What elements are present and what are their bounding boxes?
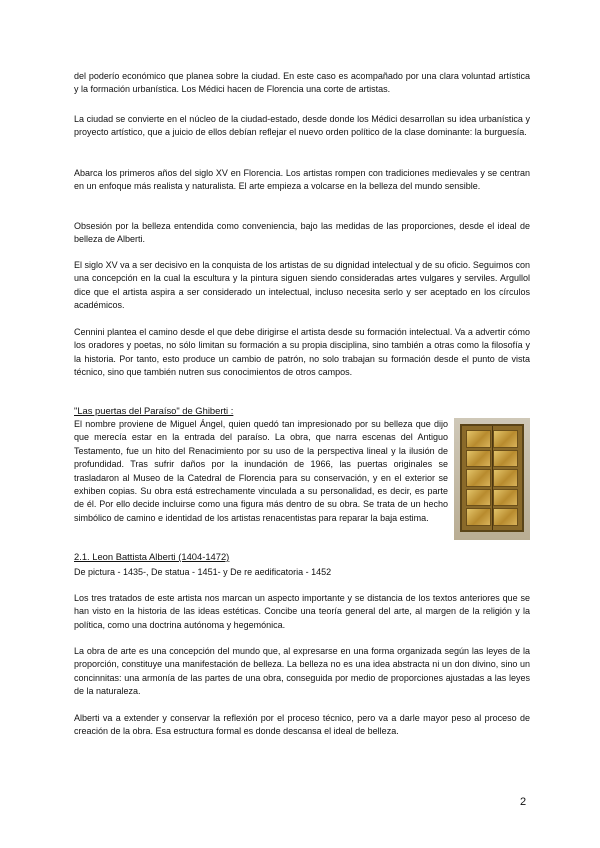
section-heading: 2.1. Leon Battista Alberti (1404-1472) xyxy=(74,551,230,562)
section-subtitle: De pictura - 1435-, De statua - 1451- y De re aedificatoria - 1452 xyxy=(74,567,332,577)
paragraph-1: del poderío económico que planea sobre la ciudad. En este caso es acompañado por una clara voluntad artística y la formación urbanística. Los Médici hacen de Florencia una corte de artistas. xyxy=(74,71,530,95)
paragraph-5: El siglo XV va a ser decisivo en la conquista de los artistas de su dignidad intelectual y de su oficio. Seguimos con una concepción en la cual la escultura y la pintura siguen siendo consideradas artes vulgares y serviles. Argullol dice que el artista aspira a ser considerado un intelectual, incluso necesita serlo y ser aceptado en los círculos académicos. xyxy=(74,260,530,311)
paragraph-7: Los tres tratados de este artista nos marcan un aspecto importante y se distancia de los textos anteriores que se han visto en la historia de las ideas estéticas. Concibe una teoría general del arte, al margen de la religión y la política, como una doctrina autónoma y hegemónica. xyxy=(74,593,530,630)
ghiberti-heading: "Las puertas del Paraíso" de Ghiberti : xyxy=(74,405,234,416)
paragraph-4: Obsesión por la belleza entendida como conveniencia, bajo las medidas de las proporciones, desde el ideal de belleza de Alberti. xyxy=(74,221,530,245)
paragraph-9: Alberti va a extender y conservar la reflexión por el proceso técnico, pero va a darle mayor peso al proceso de creación de la obra. Esa estructura formal es donde descansa el ideal de belleza. xyxy=(74,713,530,737)
gates-of-paradise-image xyxy=(454,418,530,540)
ghiberti-section xyxy=(74,418,530,542)
paragraph-2: La ciudad se convierte en el núcleo de la ciudad-estado, desde donde los Médici desarrollan su idea urbanística y proyecto artístico, que a juicio de ellos debían reflejar el nuevo orden político de la clase dominante: la burguesía. xyxy=(74,114,530,138)
paragraph-6: Cennini plantea el camino desde el que debe dirigirse el artista desde su formación intelectual. Va a advertir cómo los oradores y poetas, no sólo limitan su formación a su propia disciplina, sino también a otras como la filosofía y la historia. Por tanto, esto produce un cambio de patrón, no solo trabajan su formación desde el punto de vista técnico, sino que también nutren sus conocimientos de otros campos. xyxy=(74,327,530,378)
paragraph-8: La obra de arte es una concepción del mundo que, al expresarse en una forma organizada según las leyes de la proporción, constituye una manifestación de belleza. La belleza no es una idea abstracta ni un don divino, sino un concinnitas: una armonía de las partes de una obra, conseguida por medio de proporciones ajustadas a las leyes de la naturaleza. xyxy=(74,646,530,697)
page-number: 2 xyxy=(520,796,527,808)
paragraph-3: Abarca los primeros años del siglo XV en Florencia. Los artistas rompen con tradiciones medievales y se centran en un enfoque más realista y naturalista. El arte empieza a volcarse en la belleza del mundo sensible. xyxy=(74,168,530,192)
door-frame xyxy=(460,424,524,532)
ghiberti-text: El nombre proviene de Miguel Ángel, quien quedó tan impresionado por su belleza que dijo que merecía estar en la entrada del paraíso. La obra, que narra escenas del Antiguo Testamento, fue un hito del Renacimiento por su uso de la perspectiva lineal y la ilusión de profundidad. Tras sufrir daños por la inundación de 1966, las puertas originales se trasladaron al Museo de la Catedral de Florencia para su conservación, y en el exterior se exhiben copias. Su obra está estrechamente vinculada a su personalidad, es decir, es parte de él. Por ello decide incluirse como una figura más dentro de su obra. Se trata de un hecho simbólico de camino e identidad de los artistas renacentistas para reparar la baja estima. xyxy=(74,419,448,523)
